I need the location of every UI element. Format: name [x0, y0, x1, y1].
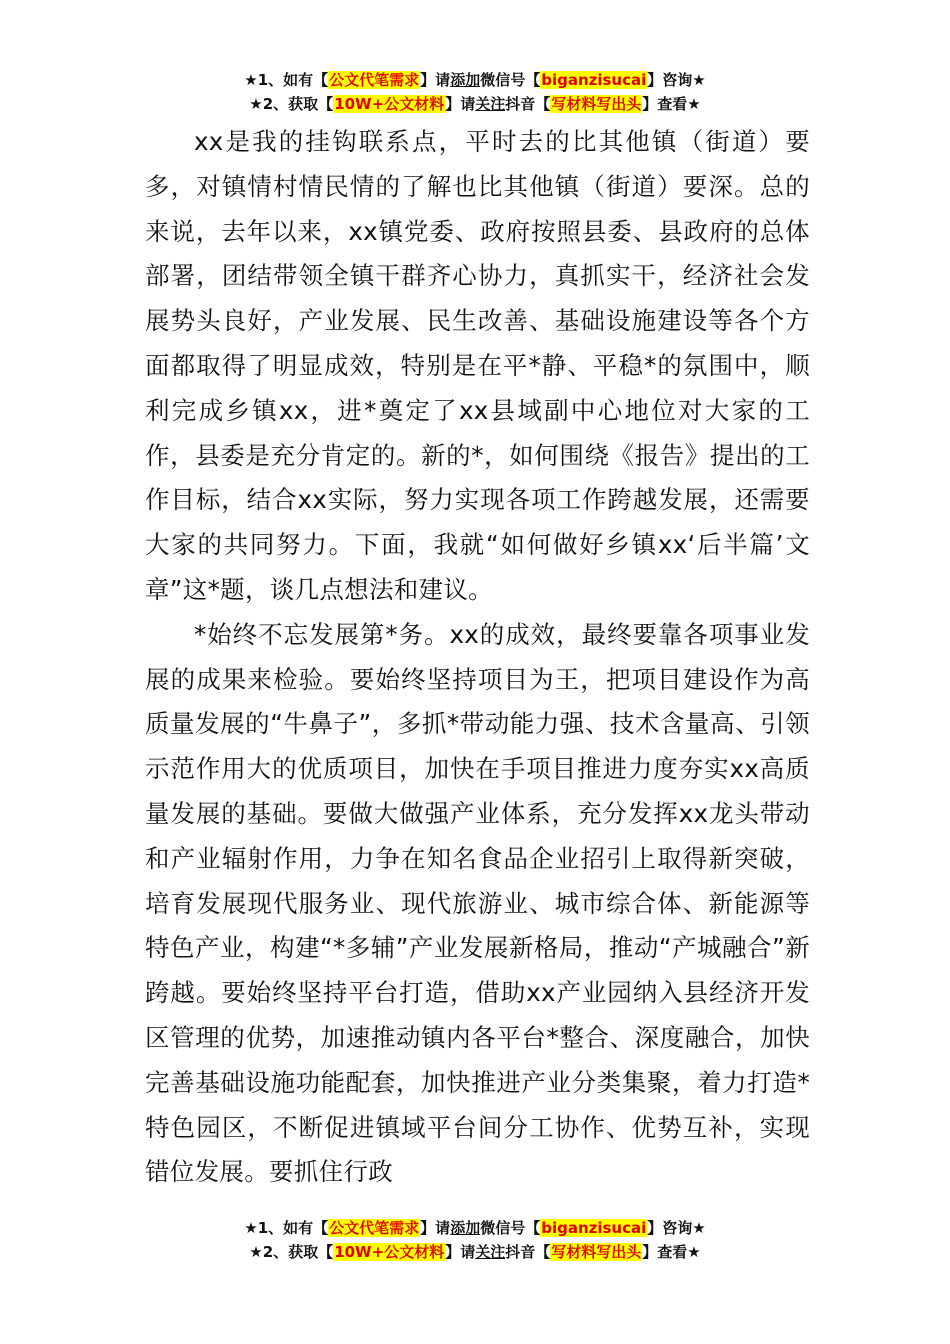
highlight-text: 写材料写出头 — [551, 95, 642, 113]
footer-banner — [0, 1216, 950, 1264]
highlight-text: 写材料写出头 — [551, 1243, 642, 1261]
highlight-text: 10W+公文材料 — [334, 1243, 445, 1261]
highlight-text: 10W+公文材料 — [334, 95, 445, 113]
document-body — [145, 120, 810, 1195]
highlight-text: biganzisucai — [541, 71, 647, 89]
banner-line-2: ★2、获取【10W+公文材料】请关注抖音【写材料写出头】查看★ — [249, 95, 701, 113]
paragraph: *始终不忘发展第*务。xx的成效，最终要靠各项事业发展的成果来检验。要始终坚持项目为王，把项目建设作为高质量发展的“牛鼻子”，多抓*带动能力强、技术含量高、引领示范作用大的优质项目，加快在手项目推进力度夯实xx高质量发展的基础。要做大做强产业体系，充分发挥xx龙头带动和产业辐射作用，力争在知名食品企业招引上取得新突破，培育发展现代服务业、现代旅游业、城市综合体、新能源等特色产业，构建“*多辅”产业发展新格局，推动“产城融合”新跨越。要始终坚持平台打造，借助xx产业园纳入县经济开发区管理的优势，加速推动镇内各平台*整合、深度融合，加快完善基础设施功能配套，加快推进产业分类集聚，着力打造*特色园区，不断促进镇域平台间分工协作、优势互补，实现错位发展。要抓住行政 — [145, 619, 810, 1187]
highlight-text: 公文代笔需求 — [329, 71, 420, 89]
banner-line-1: ★1、如有【公文代笔需求】请添加微信号【biganzisucai】咨询★ — [244, 71, 706, 89]
banner-line-2: ★2、获取【10W+公文材料】请关注抖音【写材料写出头】查看★ — [249, 1243, 701, 1261]
highlight-text: biganzisucai — [541, 1219, 647, 1237]
header-banner — [0, 68, 950, 116]
highlight-text: 公文代笔需求 — [329, 1219, 420, 1237]
paragraph: xx是我的挂钩联系点，平时去的比其他镇（街道）要多，对镇情村情民情的了解也比其他镇（街道）要深。总的来说，去年以来，xx镇党委、政府按照县委、县政府的总体部署，团结带领全镇干群齐心协力，真抓实干，经济社会发展势头良好，产业发展、民生改善、基础设施建设等各个方面都取得了明显成效，特别是在平*静、平稳*的氛围中，顺利完成乡镇xx，进*奠定了xx县域副中心地位对大家的工作，县委是充分肯定的。新的*，如何围绕《报告》提出的工作目标，结合xx实际，努力实现各项工作跨越发展，还需要大家的共同努力。下面，我就“如何做好乡镇xx‘后半篇’文章”这*题，谈几点想法和建议。 — [145, 127, 810, 604]
banner-line-1: ★1、如有【公文代笔需求】请添加微信号【biganzisucai】咨询★ — [244, 1219, 706, 1237]
